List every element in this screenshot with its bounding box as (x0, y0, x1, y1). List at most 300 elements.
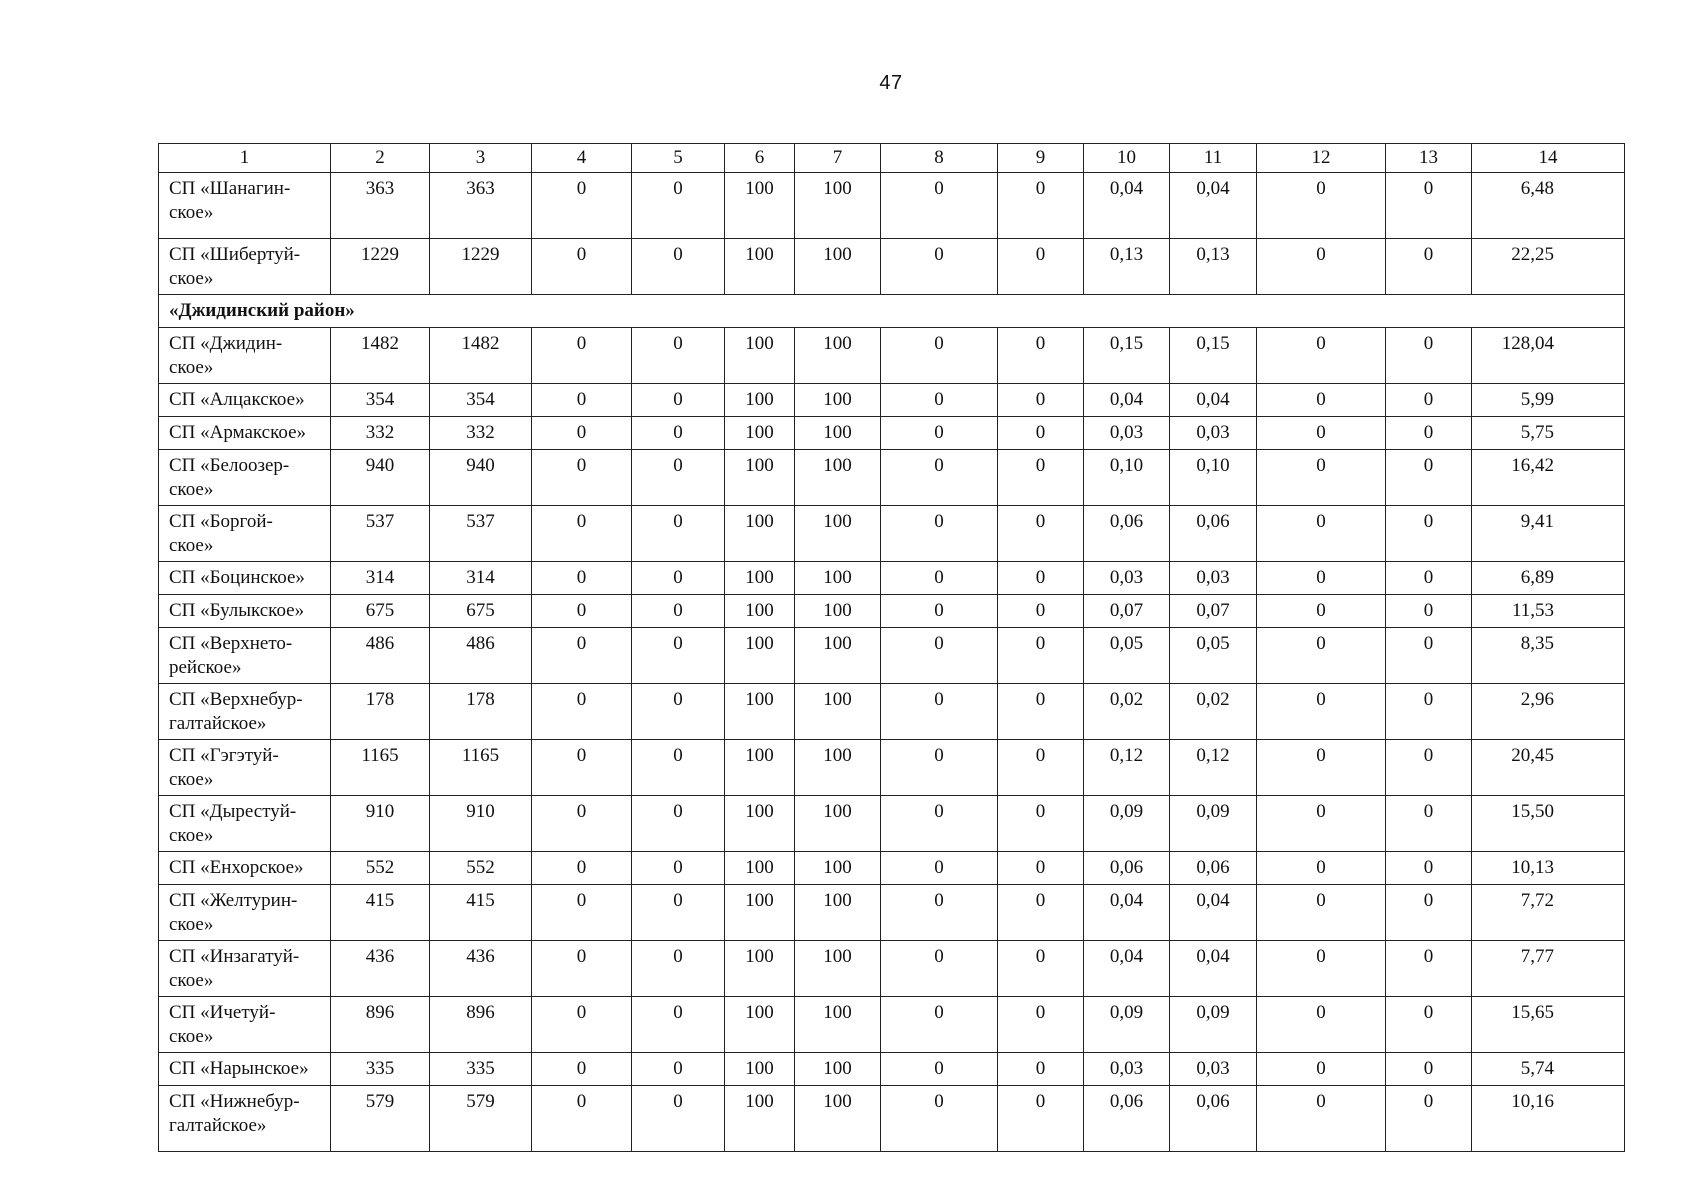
cell-col-8: 0 (881, 450, 998, 506)
cell-col-10: 0,03 (1084, 417, 1170, 450)
cell-col-4: 0 (532, 417, 632, 450)
data-table (158, 143, 1625, 1152)
column-number: 6 (725, 144, 795, 173)
cell-col-6: 100 (725, 852, 795, 885)
cell-col-11: 0,06 (1170, 1086, 1257, 1152)
cell-col-8: 0 (881, 173, 998, 239)
cell-col-4: 0 (532, 450, 632, 506)
cell-col-10: 0,12 (1084, 740, 1170, 796)
cell-col-12: 0 (1257, 941, 1386, 997)
cell-col-12: 0 (1257, 997, 1386, 1053)
cell-col-5: 0 (632, 328, 725, 384)
column-number: 11 (1170, 144, 1257, 173)
cell-col-14: 7,77 (1472, 941, 1625, 997)
cell-col-5: 0 (632, 173, 725, 239)
cell-col-2: 314 (331, 562, 430, 595)
cell-col-13: 0 (1386, 173, 1472, 239)
cell-col-14: 5,99 (1472, 384, 1625, 417)
cell-col-12: 0 (1257, 384, 1386, 417)
cell-col-13: 0 (1386, 796, 1472, 852)
cell-col-13: 0 (1386, 941, 1472, 997)
cell-col-14: 15,50 (1472, 796, 1625, 852)
cell-col-9: 0 (998, 997, 1084, 1053)
cell-col-2: 940 (331, 450, 430, 506)
cell-col-10: 0,04 (1084, 941, 1170, 997)
cell-col-13: 0 (1386, 740, 1472, 796)
cell-col-12: 0 (1257, 740, 1386, 796)
cell-col-5: 0 (632, 562, 725, 595)
cell-col-7: 100 (795, 740, 881, 796)
settlement-name: СП «Ичетуй- ское» (159, 997, 331, 1053)
column-number: 14 (1472, 144, 1625, 173)
cell-col-12: 0 (1257, 1086, 1386, 1152)
cell-col-8: 0 (881, 885, 998, 941)
cell-col-9: 0 (998, 684, 1084, 740)
cell-col-3: 335 (430, 1053, 532, 1086)
cell-col-4: 0 (532, 1053, 632, 1086)
cell-col-9: 0 (998, 628, 1084, 684)
cell-col-5: 0 (632, 506, 725, 562)
cell-col-6: 100 (725, 239, 795, 295)
cell-col-8: 0 (881, 1053, 998, 1086)
cell-col-2: 363 (331, 173, 430, 239)
cell-col-3: 1165 (430, 740, 532, 796)
cell-col-5: 0 (632, 740, 725, 796)
cell-col-12: 0 (1257, 628, 1386, 684)
cell-col-7: 100 (795, 384, 881, 417)
cell-col-3: 363 (430, 173, 532, 239)
settlement-name: СП «Белоозер- ское» (159, 450, 331, 506)
cell-col-10: 0,06 (1084, 1086, 1170, 1152)
cell-col-8: 0 (881, 328, 998, 384)
cell-col-14: 16,42 (1472, 450, 1625, 506)
cell-col-10: 0,05 (1084, 628, 1170, 684)
cell-col-13: 0 (1386, 628, 1472, 684)
cell-col-13: 0 (1386, 1086, 1472, 1152)
cell-col-13: 0 (1386, 506, 1472, 562)
settlement-name: СП «Шанагин- ское» (159, 173, 331, 239)
cell-col-11: 0,06 (1170, 852, 1257, 885)
cell-col-7: 100 (795, 941, 881, 997)
cell-col-6: 100 (725, 885, 795, 941)
table-row (159, 941, 1625, 997)
cell-col-6: 100 (725, 328, 795, 384)
cell-col-10: 0,04 (1084, 885, 1170, 941)
cell-col-7: 100 (795, 450, 881, 506)
cell-col-3: 537 (430, 506, 532, 562)
cell-col-12: 0 (1257, 684, 1386, 740)
cell-col-4: 0 (532, 628, 632, 684)
column-number: 5 (632, 144, 725, 173)
table-row (159, 885, 1625, 941)
table-row (159, 595, 1625, 628)
cell-col-14: 9,41 (1472, 506, 1625, 562)
cell-col-2: 675 (331, 595, 430, 628)
cell-col-9: 0 (998, 595, 1084, 628)
cell-col-3: 415 (430, 885, 532, 941)
cell-col-13: 0 (1386, 417, 1472, 450)
cell-col-3: 552 (430, 852, 532, 885)
cell-col-2: 896 (331, 997, 430, 1053)
cell-col-5: 0 (632, 997, 725, 1053)
cell-col-11: 0,05 (1170, 628, 1257, 684)
cell-col-4: 0 (532, 740, 632, 796)
cell-col-7: 100 (795, 417, 881, 450)
cell-col-14: 128,04 (1472, 328, 1625, 384)
cell-col-10: 0,07 (1084, 595, 1170, 628)
cell-col-4: 0 (532, 239, 632, 295)
cell-col-13: 0 (1386, 328, 1472, 384)
settlement-name: СП «Шибертуй- ское» (159, 239, 331, 295)
settlement-name: СП «Желтурин- ское» (159, 885, 331, 941)
cell-col-7: 100 (795, 1086, 881, 1152)
cell-col-4: 0 (532, 1086, 632, 1152)
cell-col-2: 537 (331, 506, 430, 562)
cell-col-7: 100 (795, 173, 881, 239)
cell-col-6: 100 (725, 628, 795, 684)
cell-col-9: 0 (998, 1086, 1084, 1152)
cell-col-10: 0,03 (1084, 1053, 1170, 1086)
cell-col-5: 0 (632, 450, 725, 506)
cell-col-5: 0 (632, 384, 725, 417)
cell-col-12: 0 (1257, 450, 1386, 506)
cell-col-6: 100 (725, 740, 795, 796)
cell-col-11: 0,10 (1170, 450, 1257, 506)
cell-col-12: 0 (1257, 239, 1386, 295)
column-number: 3 (430, 144, 532, 173)
cell-col-13: 0 (1386, 595, 1472, 628)
cell-col-11: 0,09 (1170, 997, 1257, 1053)
cell-col-11: 0,04 (1170, 173, 1257, 239)
cell-col-10: 0,04 (1084, 173, 1170, 239)
cell-col-7: 100 (795, 885, 881, 941)
cell-col-7: 100 (795, 997, 881, 1053)
settlement-name: СП «Гэгэтуй- ское» (159, 740, 331, 796)
cell-col-3: 579 (430, 1086, 532, 1152)
cell-col-6: 100 (725, 562, 795, 595)
cell-col-12: 0 (1257, 852, 1386, 885)
cell-col-3: 896 (430, 997, 532, 1053)
cell-col-7: 100 (795, 684, 881, 740)
cell-col-11: 0,03 (1170, 417, 1257, 450)
cell-col-10: 0,09 (1084, 997, 1170, 1053)
cell-col-9: 0 (998, 562, 1084, 595)
cell-col-6: 100 (725, 384, 795, 417)
cell-col-3: 178 (430, 684, 532, 740)
cell-col-13: 0 (1386, 684, 1472, 740)
cell-col-12: 0 (1257, 328, 1386, 384)
cell-col-8: 0 (881, 740, 998, 796)
cell-col-10: 0,06 (1084, 852, 1170, 885)
table-row (159, 1053, 1625, 1086)
table-row (159, 684, 1625, 740)
cell-col-10: 0,06 (1084, 506, 1170, 562)
cell-col-11: 0,04 (1170, 384, 1257, 417)
cell-col-2: 332 (331, 417, 430, 450)
cell-col-6: 100 (725, 506, 795, 562)
cell-col-11: 0,15 (1170, 328, 1257, 384)
cell-col-10: 0,04 (1084, 384, 1170, 417)
cell-col-8: 0 (881, 1086, 998, 1152)
cell-col-7: 100 (795, 506, 881, 562)
cell-col-9: 0 (998, 417, 1084, 450)
cell-col-2: 1229 (331, 239, 430, 295)
cell-col-10: 0,15 (1084, 328, 1170, 384)
cell-col-5: 0 (632, 595, 725, 628)
page-number: 47 (879, 72, 903, 94)
cell-col-9: 0 (998, 239, 1084, 295)
cell-col-14: 11,53 (1472, 595, 1625, 628)
cell-col-2: 910 (331, 796, 430, 852)
cell-col-6: 100 (725, 997, 795, 1053)
cell-col-10: 0,10 (1084, 450, 1170, 506)
cell-col-14: 10,16 (1472, 1086, 1625, 1152)
cell-col-14: 5,75 (1472, 417, 1625, 450)
cell-col-2: 579 (331, 1086, 430, 1152)
cell-col-8: 0 (881, 417, 998, 450)
cell-col-14: 6,89 (1472, 562, 1625, 595)
cell-col-13: 0 (1386, 239, 1472, 295)
cell-col-4: 0 (532, 506, 632, 562)
cell-col-4: 0 (532, 941, 632, 997)
cell-col-3: 675 (430, 595, 532, 628)
cell-col-8: 0 (881, 562, 998, 595)
cell-col-12: 0 (1257, 562, 1386, 595)
cell-col-10: 0,13 (1084, 239, 1170, 295)
cell-col-4: 0 (532, 796, 632, 852)
cell-col-11: 0,13 (1170, 239, 1257, 295)
cell-col-3: 486 (430, 628, 532, 684)
cell-col-9: 0 (998, 384, 1084, 417)
cell-col-8: 0 (881, 941, 998, 997)
settlement-name: СП «Алцакское» (159, 384, 331, 417)
cell-col-12: 0 (1257, 1053, 1386, 1086)
cell-col-2: 354 (331, 384, 430, 417)
cell-col-12: 0 (1257, 506, 1386, 562)
section-row (159, 295, 1625, 328)
cell-col-9: 0 (998, 450, 1084, 506)
cell-col-14: 7,72 (1472, 885, 1625, 941)
table-row (159, 450, 1625, 506)
cell-col-4: 0 (532, 384, 632, 417)
settlement-name: СП «Джидин- ское» (159, 328, 331, 384)
header-row (159, 144, 1625, 173)
cell-col-11: 0,09 (1170, 796, 1257, 852)
cell-col-5: 0 (632, 1086, 725, 1152)
cell-col-4: 0 (532, 328, 632, 384)
cell-col-2: 486 (331, 628, 430, 684)
table-row (159, 506, 1625, 562)
cell-col-5: 0 (632, 628, 725, 684)
column-number: 7 (795, 144, 881, 173)
cell-col-2: 1165 (331, 740, 430, 796)
cell-col-13: 0 (1386, 852, 1472, 885)
cell-col-13: 0 (1386, 450, 1472, 506)
table-row (159, 328, 1625, 384)
cell-col-3: 940 (430, 450, 532, 506)
cell-col-2: 415 (331, 885, 430, 941)
cell-col-8: 0 (881, 997, 998, 1053)
cell-col-7: 100 (795, 562, 881, 595)
cell-col-3: 436 (430, 941, 532, 997)
cell-col-3: 1229 (430, 239, 532, 295)
column-number: 10 (1084, 144, 1170, 173)
table-row (159, 852, 1625, 885)
cell-col-14: 22,25 (1472, 239, 1625, 295)
cell-col-12: 0 (1257, 885, 1386, 941)
cell-col-5: 0 (632, 796, 725, 852)
table-body (159, 144, 1625, 1152)
cell-col-4: 0 (532, 997, 632, 1053)
cell-col-11: 0,04 (1170, 885, 1257, 941)
cell-col-12: 0 (1257, 417, 1386, 450)
cell-col-9: 0 (998, 796, 1084, 852)
cell-col-7: 100 (795, 239, 881, 295)
table-row (159, 628, 1625, 684)
cell-col-14: 6,48 (1472, 173, 1625, 239)
cell-col-10: 0,09 (1084, 796, 1170, 852)
settlement-name: СП «Армакское» (159, 417, 331, 450)
cell-col-11: 0,03 (1170, 562, 1257, 595)
cell-col-2: 436 (331, 941, 430, 997)
column-number: 4 (532, 144, 632, 173)
column-number: 9 (998, 144, 1084, 173)
cell-col-14: 5,74 (1472, 1053, 1625, 1086)
settlement-name: СП «Енхорское» (159, 852, 331, 885)
settlement-name: СП «Дырестуй- ское» (159, 796, 331, 852)
cell-col-8: 0 (881, 852, 998, 885)
cell-col-7: 100 (795, 796, 881, 852)
cell-col-14: 2,96 (1472, 684, 1625, 740)
settlement-name: СП «Верхнебур- галтайское» (159, 684, 331, 740)
cell-col-11: 0,12 (1170, 740, 1257, 796)
cell-col-6: 100 (725, 684, 795, 740)
cell-col-6: 100 (725, 595, 795, 628)
cell-col-9: 0 (998, 173, 1084, 239)
section-title: «Джидинский район» (159, 295, 1625, 328)
cell-col-4: 0 (532, 562, 632, 595)
column-number: 8 (881, 144, 998, 173)
cell-col-12: 0 (1257, 595, 1386, 628)
cell-col-6: 100 (725, 1053, 795, 1086)
cell-col-9: 0 (998, 852, 1084, 885)
cell-col-8: 0 (881, 796, 998, 852)
cell-col-8: 0 (881, 628, 998, 684)
cell-col-13: 0 (1386, 384, 1472, 417)
cell-col-3: 354 (430, 384, 532, 417)
cell-col-11: 0,06 (1170, 506, 1257, 562)
settlement-name: СП «Нарынское» (159, 1053, 331, 1086)
cell-col-13: 0 (1386, 562, 1472, 595)
cell-col-9: 0 (998, 506, 1084, 562)
cell-col-5: 0 (632, 417, 725, 450)
cell-col-6: 100 (725, 450, 795, 506)
settlement-name: СП «Булыкское» (159, 595, 331, 628)
cell-col-8: 0 (881, 384, 998, 417)
settlement-name: СП «Верхнето- рейское» (159, 628, 331, 684)
cell-col-4: 0 (532, 173, 632, 239)
cell-col-6: 100 (725, 941, 795, 997)
column-number: 13 (1386, 144, 1472, 173)
cell-col-2: 1482 (331, 328, 430, 384)
cell-col-9: 0 (998, 885, 1084, 941)
cell-col-4: 0 (532, 595, 632, 628)
cell-col-5: 0 (632, 239, 725, 295)
table-row (159, 796, 1625, 852)
cell-col-5: 0 (632, 852, 725, 885)
cell-col-5: 0 (632, 1053, 725, 1086)
cell-col-14: 10,13 (1472, 852, 1625, 885)
cell-col-13: 0 (1386, 997, 1472, 1053)
cell-col-2: 335 (331, 1053, 430, 1086)
cell-col-14: 20,45 (1472, 740, 1625, 796)
cell-col-7: 100 (795, 595, 881, 628)
table-row (159, 417, 1625, 450)
cell-col-12: 0 (1257, 796, 1386, 852)
column-number: 1 (159, 144, 331, 173)
cell-col-7: 100 (795, 628, 881, 684)
cell-col-5: 0 (632, 941, 725, 997)
cell-col-2: 178 (331, 684, 430, 740)
cell-col-12: 0 (1257, 173, 1386, 239)
cell-col-6: 100 (725, 417, 795, 450)
cell-col-7: 100 (795, 328, 881, 384)
cell-col-7: 100 (795, 1053, 881, 1086)
cell-col-4: 0 (532, 885, 632, 941)
cell-col-4: 0 (532, 852, 632, 885)
cell-col-6: 100 (725, 173, 795, 239)
cell-col-6: 100 (725, 796, 795, 852)
cell-col-11: 0,07 (1170, 595, 1257, 628)
cell-col-9: 0 (998, 740, 1084, 796)
cell-col-11: 0,04 (1170, 941, 1257, 997)
cell-col-14: 15,65 (1472, 997, 1625, 1053)
cell-col-3: 910 (430, 796, 532, 852)
table-row (159, 173, 1625, 239)
cell-col-9: 0 (998, 328, 1084, 384)
cell-col-11: 0,03 (1170, 1053, 1257, 1086)
settlement-name: СП «Инзагатуй- ское» (159, 941, 331, 997)
cell-col-14: 8,35 (1472, 628, 1625, 684)
settlement-name: СП «Боцинское» (159, 562, 331, 595)
cell-col-6: 100 (725, 1086, 795, 1152)
cell-col-5: 0 (632, 885, 725, 941)
cell-col-13: 0 (1386, 1053, 1472, 1086)
settlement-name: СП «Боргой- ское» (159, 506, 331, 562)
cell-col-3: 1482 (430, 328, 532, 384)
cell-col-3: 332 (430, 417, 532, 450)
cell-col-13: 0 (1386, 885, 1472, 941)
cell-col-3: 314 (430, 562, 532, 595)
column-number: 2 (331, 144, 430, 173)
column-number: 12 (1257, 144, 1386, 173)
cell-col-9: 0 (998, 941, 1084, 997)
cell-col-8: 0 (881, 595, 998, 628)
cell-col-2: 552 (331, 852, 430, 885)
cell-col-8: 0 (881, 506, 998, 562)
cell-col-8: 0 (881, 239, 998, 295)
cell-col-4: 0 (532, 684, 632, 740)
settlement-name: СП «Нижнебур- галтайское» (159, 1086, 331, 1152)
table-row (159, 562, 1625, 595)
table-row (159, 1086, 1625, 1152)
cell-col-5: 0 (632, 684, 725, 740)
cell-col-10: 0,02 (1084, 684, 1170, 740)
table-row (159, 997, 1625, 1053)
cell-col-9: 0 (998, 1053, 1084, 1086)
cell-col-11: 0,02 (1170, 684, 1257, 740)
table-row (159, 384, 1625, 417)
